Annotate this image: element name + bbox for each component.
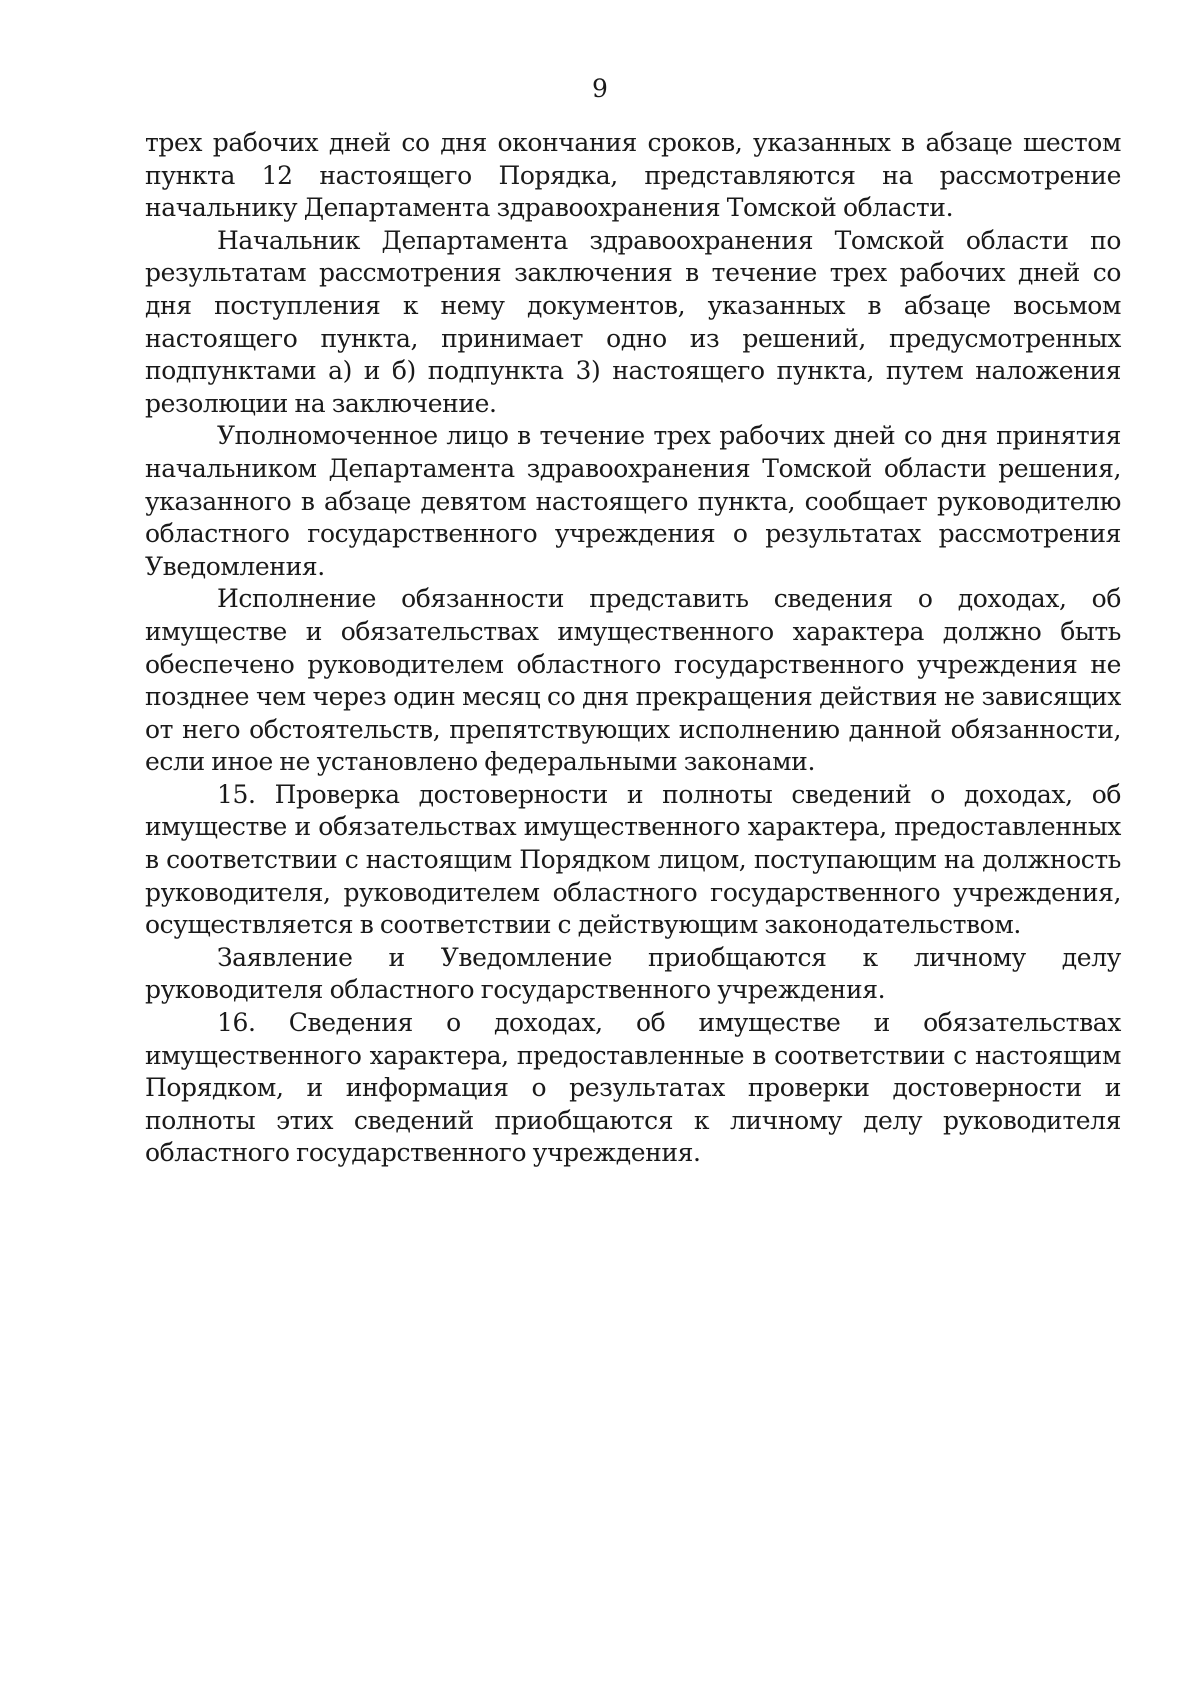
paragraph-continued: трех рабочих дней со дня окончания сроков, указанных в абзаце шестом пункта 12 настоящего Порядка, представляются на рассмотрение начальнику Департамента здравоохранения Томской области. xyxy=(145,128,1121,223)
paragraph-obligation: Исполнение обязанности представить сведения о доходах, об имуществе и обязательствах имущественного характера должно быть обеспечено руководителем областного государственного учреждения не позднее чем через один месяц со дня прекращения действия не зависящих от него обстоятельств, препятствующих исполнению данной обязанности, если иное не установлено федеральными законами. xyxy=(145,584,1121,777)
paragraph-item-15: 15. Проверка достоверности и полноты сведений о доходах, об имуществе и обязательствах имущественного характера, предоставленных в соответствии с настоящим Порядком лицом, поступающим на должность руководителя, руководителем областного государственного учреждения, осуществляется в соответствии с действующим законодательством. xyxy=(145,779,1121,940)
page-number: 9 xyxy=(592,74,608,103)
paragraph-item-16: 16. Сведения о доходах, об имуществе и обязательствах имущественного характера, предоставленные в соответствии с настоящим Порядком, и информация о результатах проверки достоверности и полноты этих сведений приобщаются к личному делу руководителя областного государственного учреждения. xyxy=(145,1008,1121,1168)
paragraph-head-decision: Начальник Департамента здравоохранения Томской области по результатам рассмотрения заключения в течение трех рабочих дней со дня поступления к нему документов, указанных в абзаце восьмом настоящего пункта, принимает одно из решений, предусмотренных подпунктами а) и б) подпункта 3) настоящего пункта, путем наложения резолюции на заключение. xyxy=(145,225,1121,418)
paragraph-application: Заявление и Уведомление приобщаются к личному делу руководителя областного государственного учреждения. xyxy=(145,942,1121,1005)
document-body xyxy=(145,127,1121,1170)
paragraph-authorized-person: Уполномоченное лицо в течение трех рабочих дней со дня принятия начальником Департамента здравоохранения Томской области решения, указанного в абзаце девятом настоящего пункта, сообщает руководителю областного государственного учреждения о результатах рассмотрения Уведомления. xyxy=(145,421,1121,581)
